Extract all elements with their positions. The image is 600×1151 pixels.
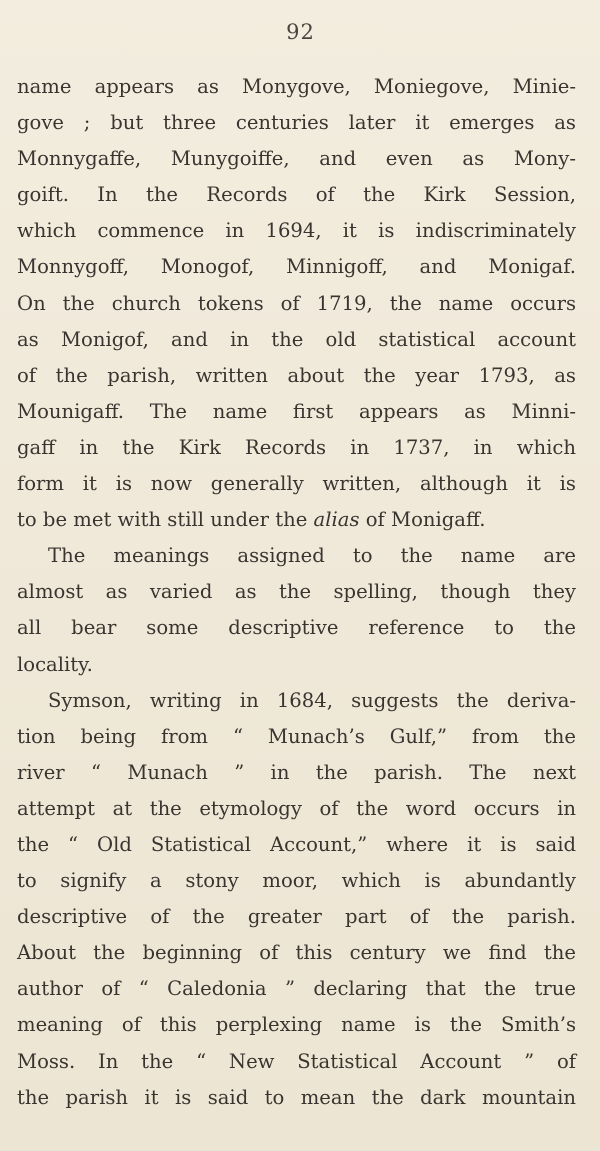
text-line [17, 502, 576, 538]
text-line: gove ; but three centuries later it emerges as [17, 111, 576, 135]
text-line: Monnygoff, Monogof, Minnigoff, and Monigaf. [17, 255, 576, 279]
text-line: form it is now generally written, although it is [17, 472, 576, 496]
text-line: name appears as Monygove, Moniegove, Minie- [17, 75, 576, 98]
text-line: About the beginning of this century we find the [17, 941, 576, 965]
text-line: descriptive of the greater part of the parish. [17, 905, 576, 929]
text-line: the parish it is said to mean the dark mountain [17, 1085, 576, 1109]
text-line: which commence in 1694, it is indiscriminately [17, 219, 576, 243]
text-line: Mounigaff. The name first appears as Minni- [17, 399, 576, 423]
text-line: the “ Old Statistical Account,” where it is said [17, 832, 576, 856]
paragraph-2 [17, 538, 576, 682]
text-line: all bear some descriptive reference to the [17, 616, 576, 640]
text-line: almost as varied as the spelling, though they [17, 580, 576, 604]
text-line: Moss. In the “ New Statistical Account ” of [17, 1049, 576, 1073]
text-line: goift. In the Records of the Kirk Session, [17, 183, 576, 207]
text-line: tion being from “ Munach’s Gulf,” from the [17, 724, 576, 748]
text-line: meaning of this perplexing name is the Smith’s [17, 1013, 576, 1037]
text-line: locality. [17, 652, 93, 676]
text-line: Monnygaffe, Munygoiffe, and even as Mony- [17, 147, 576, 171]
text-line: as Monigof, and in the old statistical account [17, 327, 576, 351]
text-run: to be met with still under the [17, 508, 314, 532]
page-number: 92 [286, 20, 315, 44]
text-run: of Monigaff. [359, 508, 486, 532]
paragraph-1 [17, 69, 576, 538]
italic-text-alias: alias [313, 508, 360, 532]
text-line: of the parish, written about the year 1793, as [17, 363, 576, 387]
text-line: gaff in the Kirk Records in 1737, in which [17, 435, 576, 459]
text-line: to signify a stony moor, which is abundantly [17, 869, 576, 893]
text-line: On the church tokens of 1719, the name occurs [17, 291, 576, 315]
text-line: attempt at the etymology of the word occurs in [17, 796, 576, 820]
text-line: author of “ Caledonia ” declaring that the true [17, 977, 576, 1001]
text-line: The meanings assigned to the name are [48, 544, 576, 568]
text-line: Symson, writing in 1684, suggests the deriva- [48, 688, 576, 712]
text-line: river “ Munach ” in the parish. The next [17, 760, 576, 784]
paragraph-3 [17, 683, 576, 1116]
